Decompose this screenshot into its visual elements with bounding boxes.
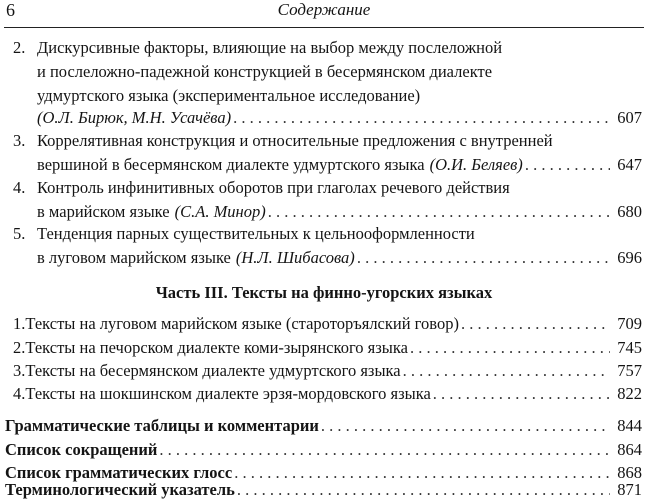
- toc-entry-num: 5.: [13, 224, 26, 243]
- page-number: 6: [6, 0, 15, 20]
- toc-page-number: 607: [617, 108, 642, 127]
- toc-back-matter-row: [5, 480, 642, 500]
- toc-back-matter-title: Список грамматических глосс: [5, 463, 233, 482]
- toc-entry-title-line: вершиной в бесермянском диалекте удмуртского языка: [37, 155, 425, 174]
- toc-page-number: 696: [617, 248, 642, 267]
- toc-entry-row: [13, 361, 642, 381]
- leader-dots: [410, 338, 610, 358]
- leader-dots: [237, 480, 610, 500]
- toc-entry-num: 1.: [13, 314, 26, 333]
- toc-entry-row: [37, 202, 642, 222]
- toc-entry-title-line: Дискурсивные факторы, влияющие на выбор между послеложной: [37, 38, 503, 57]
- toc-entry-title-line: Тексты на луговом марийском языке (староторъялский говор): [25, 314, 459, 333]
- leader-dots: [525, 155, 610, 175]
- toc-entry-title-line: удмуртского языка (экспериментальное исследование): [37, 86, 421, 105]
- toc-entry-row: [37, 108, 642, 128]
- toc-entry-row: [13, 338, 642, 358]
- toc-back-matter-title: Список сокращений: [5, 440, 158, 459]
- toc-entry-row: [37, 248, 642, 268]
- toc-entry-num: 2.: [13, 38, 26, 57]
- toc-entry-title-line: в марийском языке: [37, 202, 170, 221]
- header-rule: [4, 27, 644, 28]
- part-heading: Часть III. Тексты на финно-угорских языках: [155, 283, 493, 302]
- toc-entry-authors: (О.Л. Бирюк, М.Н. Усачёва): [37, 108, 232, 127]
- leader-dots: [233, 108, 610, 128]
- toc-entry-num: 3.: [13, 361, 26, 380]
- toc-page-number: 844: [617, 416, 642, 435]
- toc-entry-authors: (С.А. Минор): [174, 202, 266, 221]
- toc-page-number: 822: [617, 384, 642, 403]
- toc-entry-row: [13, 314, 642, 334]
- toc-entry-authors: (О.И. Беляев): [429, 155, 523, 174]
- toc-entry-title-line: Тексты на шокшинском диалекте эрзя-мордовского языка: [25, 384, 431, 403]
- toc-back-matter-title: Грамматические таблицы и комментарии: [5, 416, 319, 435]
- leader-dots: [433, 384, 610, 404]
- leader-dots: [357, 248, 610, 268]
- toc-page-number: 868: [617, 463, 642, 482]
- toc-entry-title-line: и послеложно-падежной конструкцией в бесермянском диалекте: [37, 62, 493, 81]
- toc-entry-title-line: Коррелятивная конструкция и относительные предложения с внутренней: [37, 131, 553, 150]
- leader-dots: [268, 202, 610, 222]
- toc-page-number: 709: [617, 314, 642, 333]
- leader-dots: [321, 416, 610, 436]
- toc-entry-num: 4.: [13, 384, 26, 403]
- toc-back-matter-row: [5, 416, 642, 436]
- toc-entry-title-line: Тенденция парных существительных к цельнооформленности: [37, 224, 475, 243]
- leader-dots: [461, 314, 610, 334]
- toc-page-number: 680: [617, 202, 642, 221]
- toc-entry-title-line: Контроль инфинитивных оборотов при глаголах речевого действия: [37, 178, 510, 197]
- toc-entry-title-line: Тексты на печорском диалекте коми-зырянского языка: [25, 338, 408, 357]
- toc-entry-row: [37, 155, 642, 175]
- toc-entry-authors: (Н.Л. Шибасова): [235, 248, 355, 267]
- running-title: Содержание: [277, 0, 371, 19]
- toc-page-number: 757: [617, 361, 642, 380]
- toc-entry-title-line: в луговом марийском языке: [37, 248, 231, 267]
- toc-page-number: 864: [617, 440, 642, 459]
- toc-page-number: 647: [617, 155, 642, 174]
- toc-entry-title-line: Тексты на бесермянском диалекте удмуртского языка: [25, 361, 401, 380]
- toc-entry-num: 3.: [13, 131, 26, 150]
- page-header: [0, 0, 648, 28]
- toc-page-number: 871: [617, 480, 642, 499]
- toc-back-matter-title: Терминологический указатель: [5, 480, 235, 499]
- leader-dots: [403, 361, 610, 381]
- toc-entry-row: [13, 384, 642, 404]
- toc-back-matter-row: [5, 440, 642, 460]
- toc-page-number: 745: [617, 338, 642, 357]
- toc-entry-num: 4.: [13, 178, 26, 197]
- leader-dots: [159, 440, 610, 460]
- toc-entry-num: 2.: [13, 338, 26, 357]
